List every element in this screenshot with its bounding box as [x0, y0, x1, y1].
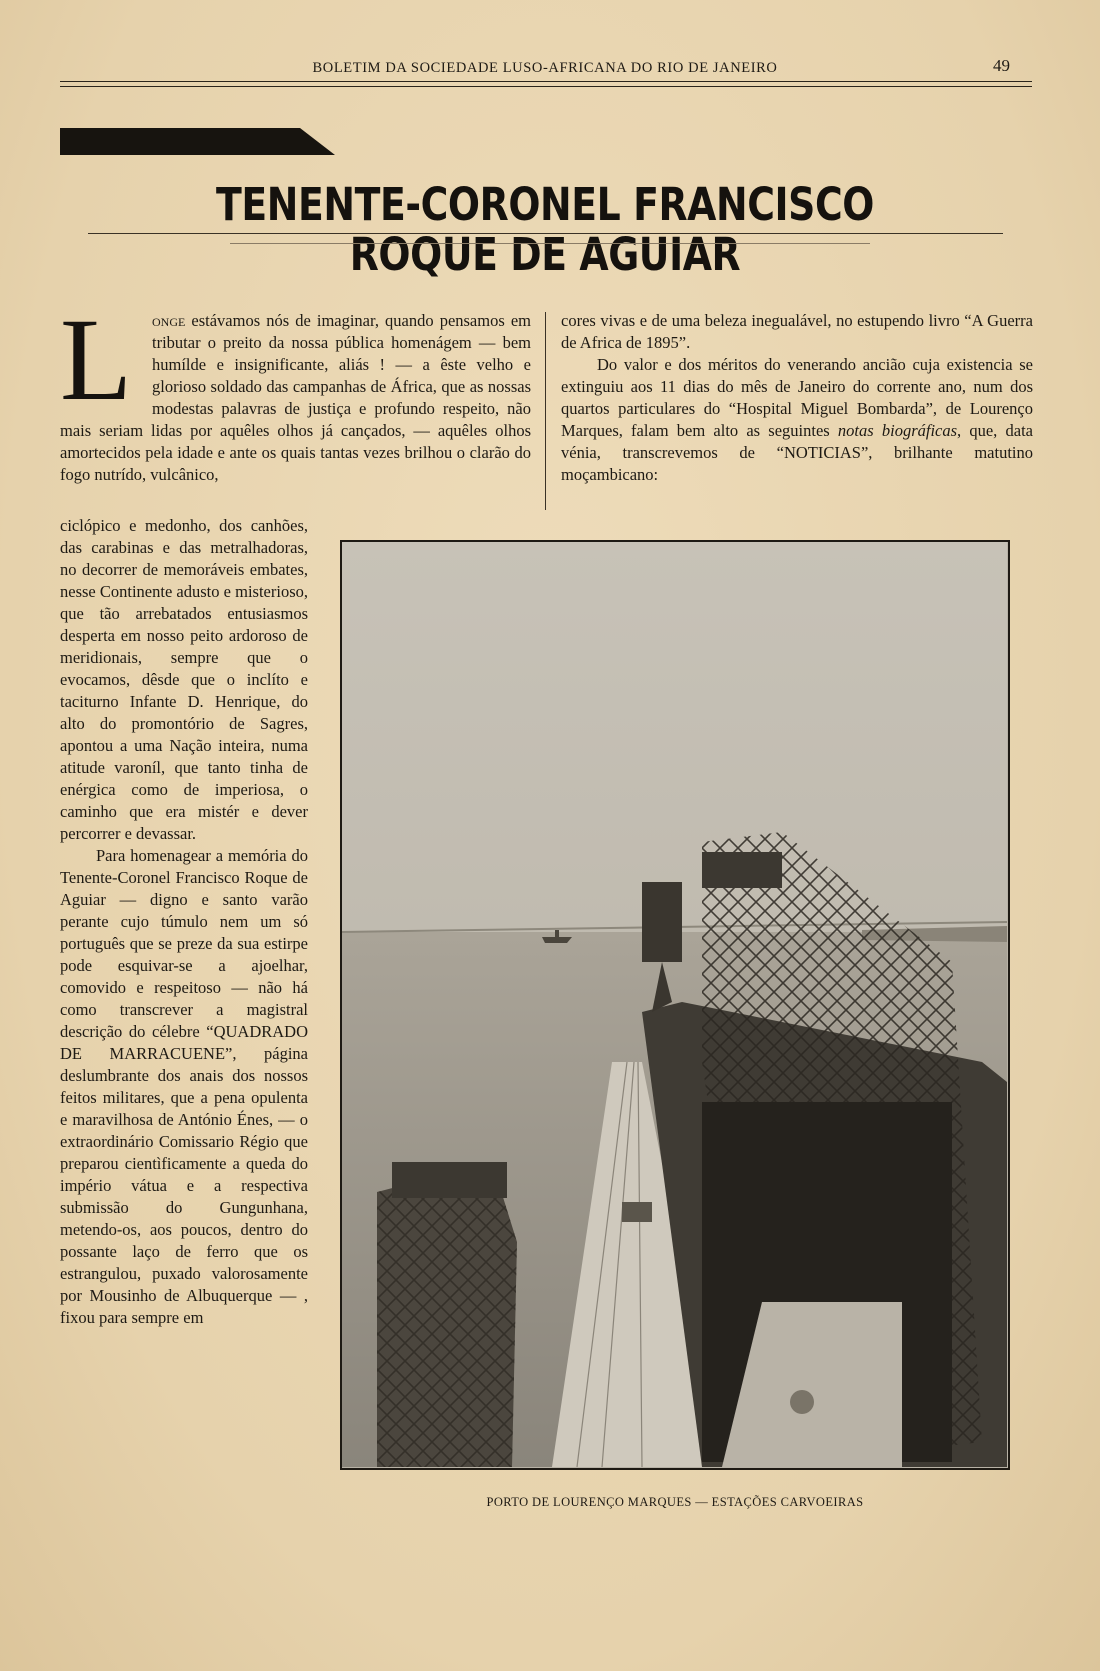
running-title: BOLETIM DA SOCIEDADE LUSO-AFRICANA DO RIO DE JANEIRO — [312, 60, 778, 76]
coal-loading-station-image — [342, 542, 1007, 1467]
narrow-paragraph-1: ciclópico e medonho, dos canhões, das carabinas e das metralhadoras, no decorrer de memoráveis embates, nesse Continente adusto e misterioso, que tão arrebatados entusiasmos desperta em nosso peito ardoroso de meridionais, sempre que o evocamos, dêsde que o inclíto e taciturno Infante D. Henrique, do alto do promontório de Sagres, apontou a uma Nação inteira, numa atitude varoníl, que tanto tinha de enérgica como de imperiosa, o caminho que era mistér e dever percorrer e devassar. — [60, 516, 308, 843]
article-title: TENENTE-CORONEL FRANCISCO ROQUE DE AGUIAR — [215, 178, 875, 281]
lead-smallcaps: onge — [152, 311, 186, 330]
intro-paragraph — [60, 294, 531, 486]
title-rule — [88, 233, 1003, 234]
decorative-bar — [60, 128, 335, 155]
drop-cap: L — [60, 294, 133, 425]
italic-phrase: notas biográficas — [837, 421, 958, 440]
page-number: 49 — [993, 56, 1010, 75]
right-paragraph-1: cores vivas e de uma beleza inegualável, no estupendo livro “A Guerra de Africa de 1895”. — [561, 311, 1033, 352]
narrow-paragraph-2: Para homenagear a memória do Tenente-Coronel Francisco Roque de Aguiar — digno e santo varão perante cujo túmulo nem um só português que se preze da sua estirpe pode esquivar-se a ajoelhar, comovido e respeitoso — não há como transcrever a magistral descrição do célebre “QUADRADO DE MARRACUENE”, página deslumbrante dos anais dos nossos feitos militares, que a pena opulenta e maravilhosa de António Énes, — o extraordinário Comissario Régio que preparou cientìficamente a queda do império vátua e a respectiva submissão do Gungunhana, metendo-os, aos poucos, dentro do possante laço de ferro que os estrangulou, puxado valorosamente por Mousinho de Albuquerque — , fixou para sempre em — [60, 846, 308, 1327]
header-rule-bottom — [60, 86, 1032, 87]
header-rule-top — [60, 81, 1032, 82]
narrow-column — [60, 515, 308, 1329]
intro-text: estávamos nós de imaginar, quando pensamos em tributar o preito da nossa pública homenágem — bem humílde e insignificante, aliás ! — a êste velho e glorioso soldado das campanhas de África, que as nossas modestas palavras de justiça e profundo respeito, não mais seriam lidas por aquêles olhos já cançados, — aquêles olhos amortecidos pela idade e ante os quais tantas vezes brilhou o clarão do fogo nutrído, vulcânico, — [60, 311, 531, 484]
right-paragraph-2 — [561, 354, 1033, 486]
right-column — [561, 310, 1033, 486]
right-paragraph-2-end: , que, data vénia, transcrevemos de “NOTICIAS”, brilhante matutino moçambicano: — [561, 421, 1033, 484]
title-rule-thin — [230, 243, 870, 244]
right-paragraph-2-text: Do valor e dos méritos do venerando ancião cuja existencia se extinguiu aos 11 dias do mês de Janeiro do corrente ano, num dos quartos particulares do “Hospital Miguel Bombarda”, de Lourenço Marques, falam bem alto as seguintes — [561, 355, 1033, 440]
harbor-photo — [340, 540, 1010, 1470]
column-divider — [545, 312, 546, 510]
photo-caption: PORTO DE LOURENÇO MARQUES — ESTAÇÕES CARVOEIRAS — [486, 1495, 864, 1509]
